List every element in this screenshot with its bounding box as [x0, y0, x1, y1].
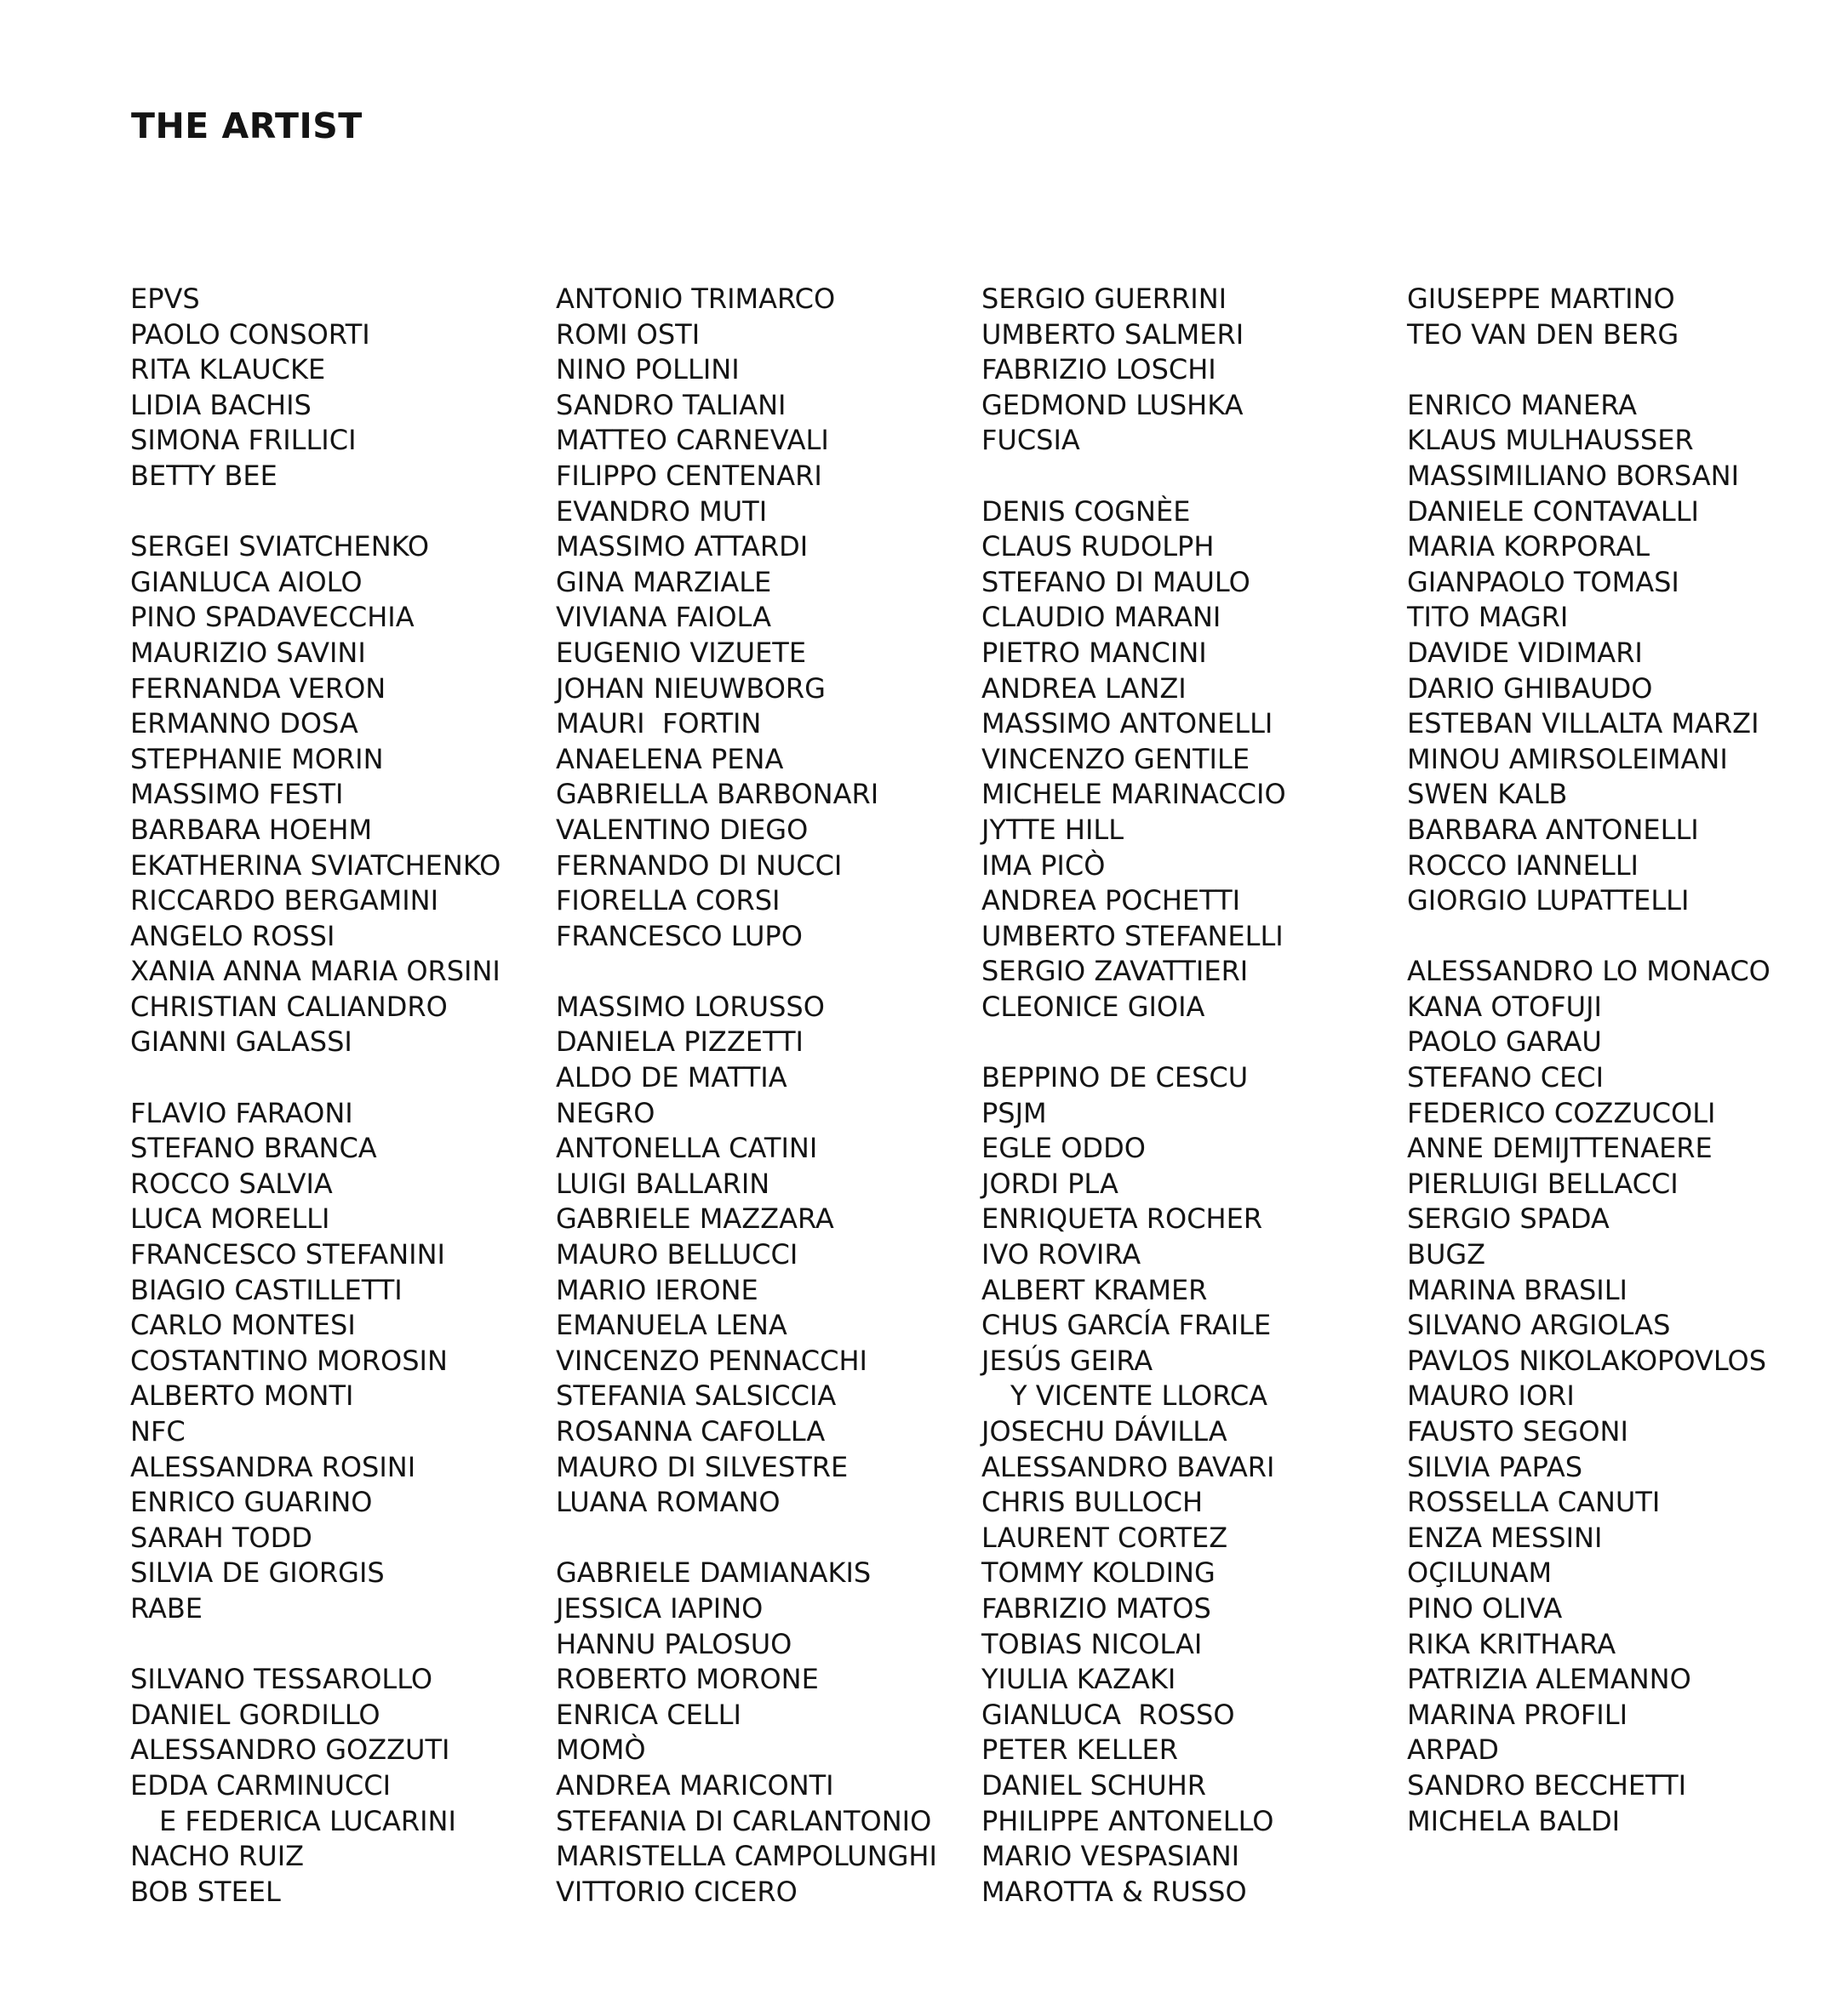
artist-name: RABE: [130, 1591, 203, 1625]
artist-name: MAROTTA & RUSSO: [981, 1875, 1247, 1908]
artist-name: DARIO GHIBAUDO: [1407, 671, 1653, 705]
artist-name: KANA OTOFUJI: [1407, 990, 1602, 1023]
artist-name: ALESSANDRO BAVARI: [981, 1450, 1275, 1483]
artist-name: SIMONA FRILLICI: [130, 424, 357, 457]
artist-name: JOHAN NIEUWBORG: [556, 671, 826, 705]
artist-name: ERMANNO DOSA: [130, 707, 358, 740]
artist-name: ENRICA CELLI: [556, 1698, 741, 1731]
section-gap: [130, 494, 501, 530]
artist-name: PAOLO GARAU: [1407, 1025, 1602, 1059]
artist-name: DANIEL GORDILLO: [130, 1698, 380, 1731]
artist-name: GIANNI GALASSI: [130, 1025, 352, 1059]
artist-name: DAVIDE VIDIMARI: [1407, 636, 1643, 669]
artist-column-3: [981, 282, 1286, 1910]
artist-name: JESÚS GEIRA: [981, 1344, 1153, 1377]
artist-name: SILVIA PAPAS: [1407, 1450, 1583, 1483]
artist-name: MARIO IERONE: [556, 1273, 758, 1306]
artist-name: MAURO BELLUCCI: [556, 1238, 798, 1271]
artist-name: ANGELO ROSSI: [130, 919, 335, 952]
artist-name: JOSECHU DÁVILLA: [981, 1415, 1227, 1448]
artist-name: FRANCESCO STEFANINI: [130, 1238, 445, 1271]
artist-name: CLEONICE GIOIA: [981, 990, 1205, 1023]
artist-name: PINO OLIVA: [1407, 1591, 1563, 1625]
artist-name: SANDRO BECCHETTI: [1407, 1768, 1687, 1802]
artist-name: MASSIMO LORUSSO: [556, 990, 825, 1023]
artist-name: PINO SPADAVECCHIA: [130, 601, 415, 634]
artist-name: SARAH TODD: [130, 1521, 312, 1554]
artist-name: ANNE DEMIJTTENAERE: [1407, 1132, 1713, 1165]
artist-name: EPVS: [130, 283, 200, 315]
artist-name: FLAVIO FARAONI: [130, 1096, 353, 1129]
artist-name: ALESSANDRO GOZZUTI: [130, 1733, 450, 1767]
artist-name: SERGEI SVIATCHENKO: [130, 530, 430, 563]
section-gap: [1407, 919, 1770, 955]
artist-name: JESSICA IAPINO: [556, 1591, 764, 1625]
artist-name: UMBERTO SALMERI: [981, 317, 1244, 351]
artist-name: GABRIELLA BARBONARI: [556, 778, 879, 811]
artist-name: ROCCO SALVIA: [130, 1167, 333, 1200]
artist-name: ALDO DE MATTIA: [556, 1061, 787, 1094]
artist-name: MINOU AMIRSOLEIMANI: [1407, 742, 1728, 775]
artist-name: NEGRO: [556, 1096, 655, 1129]
artist-column-2: [556, 282, 937, 1910]
artist-name: FERNANDA VERON: [130, 671, 386, 705]
artist-name: ARPAD: [1407, 1733, 1499, 1767]
artist-name: ROSANNA CAFOLLA: [556, 1415, 826, 1448]
artist-name: PHILIPPE ANTONELLO: [981, 1804, 1274, 1837]
section-gap: [130, 1627, 501, 1663]
artist-name: MARISTELLA CAMPOLUNGHI: [556, 1840, 937, 1873]
artist-name: MAURO DI SILVESTRE: [556, 1450, 849, 1483]
artist-name: EGLE ODDO: [981, 1132, 1146, 1165]
artist-name: ENRICO GUARINO: [130, 1486, 373, 1519]
section-gap: [981, 459, 1286, 494]
artist-name: NINO POLLINI: [556, 353, 740, 386]
artist-name: CHRIS BULLOCH: [981, 1486, 1204, 1519]
artist-name: OÇILUNAM: [1407, 1556, 1553, 1590]
artist-name: XANIA ANNA MARIA ORSINI: [130, 955, 501, 988]
artist-name: SERGIO ZAVATTIERI: [981, 955, 1249, 988]
section-gap: [130, 1060, 501, 1096]
section-gap: [556, 954, 937, 990]
artist-name: FERNANDO DI NUCCI: [556, 848, 843, 882]
artist-name: IMA PICÒ: [981, 848, 1106, 882]
artist-name: CHRISTIAN CALIANDRO: [130, 990, 448, 1023]
artist-name: FRANCESCO LUPO: [556, 919, 803, 952]
artist-name: DANIELA PIZZETTI: [556, 1025, 804, 1059]
artist-name: SILVANO TESSAROLLO: [130, 1663, 433, 1696]
artist-name: MAURO IORI: [1407, 1379, 1575, 1413]
artist-name: PSJM: [981, 1096, 1047, 1129]
artist-name: MARIA KORPORAL: [1407, 530, 1650, 563]
artist-name: BEPPINO DE CESCU: [981, 1061, 1249, 1094]
artist-name: TEO VAN DEN BERG: [1407, 317, 1679, 351]
artist-name: TOMMY KOLDING: [981, 1556, 1216, 1590]
artist-name: EKATHERINA SVIATCHENKO: [130, 848, 501, 882]
artist-name: GABRIELE MAZZARA: [556, 1202, 834, 1236]
artist-name: BARBARA ANTONELLI: [1407, 813, 1699, 846]
artist-name: BUGZ: [1407, 1238, 1486, 1271]
artist-name: TITO MAGRI: [1407, 601, 1569, 634]
artist-name: LUIGI BALLARIN: [556, 1167, 770, 1200]
artist-name: EMANUELA LENA: [556, 1309, 787, 1342]
artist-name: NFC: [130, 1415, 186, 1448]
artist-name: ALBERTO MONTI: [130, 1379, 354, 1413]
artist-name: STEFANO BRANCA: [130, 1132, 377, 1165]
artist-name: ANDREA LANZI: [981, 671, 1187, 705]
artist-name: JORDI PLA: [981, 1167, 1118, 1200]
artist-name: JYTTE HILL: [981, 813, 1124, 846]
artist-name: VINCENZO GENTILE: [981, 742, 1250, 775]
artist-name: STEFANO DI MAULO: [981, 565, 1250, 598]
artist-name: PIETRO MANCINI: [981, 636, 1207, 669]
artist-name: ANTONIO TRIMARCO: [556, 283, 836, 315]
artist-column-1: [130, 282, 501, 1910]
artist-name: MASSIMO ATTARDI: [556, 530, 809, 563]
artist-name: MASSIMILIANO BORSANI: [1407, 459, 1740, 492]
artist-name: MARINA PROFILI: [1407, 1698, 1627, 1731]
artist-name: LUANA ROMANO: [556, 1486, 781, 1519]
artist-name: STEFANIA SALSICCIA: [556, 1379, 837, 1413]
artist-name: TOBIAS NICOLAI: [981, 1627, 1203, 1660]
artist-name: ROBERTO MORONE: [556, 1663, 819, 1696]
artist-name: LUCA MORELLI: [130, 1202, 330, 1236]
artist-name: MASSIMO ANTONELLI: [981, 707, 1273, 740]
artist-name: RICCARDO BERGAMINI: [130, 884, 438, 917]
artist-name: FAUSTO SEGONI: [1407, 1415, 1628, 1448]
artist-name: CLAUS RUDOLPH: [981, 530, 1215, 563]
artist-name: DANIEL SCHUHR: [981, 1768, 1206, 1802]
artist-name: BARBARA HOEHM: [130, 813, 373, 846]
section-gap: [1407, 352, 1770, 388]
artist-name: GIANLUCA ROSSO: [981, 1698, 1235, 1731]
artist-name: CLAUDIO MARANI: [981, 601, 1221, 634]
artist-name: STEFANIA DI CARLANTONIO: [556, 1804, 932, 1837]
artist-name: GEDMOND LUSHKA: [981, 388, 1244, 421]
artist-name: DENIS COGNÈE: [981, 494, 1191, 528]
artist-name: SILVIA DE GIORGIS: [130, 1556, 385, 1590]
section-gap: [556, 1521, 937, 1556]
artist-name: FUCSIA: [981, 424, 1080, 457]
artist-name: SANDRO TALIANI: [556, 388, 787, 421]
artist-name: ENRIQUETA ROCHER: [981, 1202, 1263, 1236]
artist-name: LIDIA BACHIS: [130, 388, 312, 421]
artist-name: MAURI FORTIN: [556, 707, 762, 740]
artist-name: FEDERICO COZZUCOLI: [1407, 1096, 1716, 1129]
artist-name: LAURENT CORTEZ: [981, 1521, 1228, 1554]
artist-name: RITA KLAUCKE: [130, 353, 326, 386]
artist-name: ROMI OSTI: [556, 317, 701, 351]
artist-name: GIUSEPPE MARTINO: [1407, 283, 1675, 315]
artist-name: STEPHANIE MORIN: [130, 742, 384, 775]
artist-name: GIANPAOLO TOMASI: [1407, 565, 1679, 598]
artist-name: MAURIZIO SAVINI: [130, 636, 366, 669]
artist-name: BIAGIO CASTILLETTI: [130, 1273, 403, 1306]
artist-name: ESTEBAN VILLALTA MARZI: [1407, 707, 1759, 740]
artist-name: MATTEO CARNEVALI: [556, 424, 829, 457]
artist-name: GINA MARZIALE: [556, 565, 772, 598]
artist-name: PETER KELLER: [981, 1733, 1178, 1767]
artist-name: MARINA BRASILI: [1407, 1273, 1627, 1306]
artist-name: RIKA KRITHARA: [1407, 1627, 1616, 1660]
artist-name: SERGIO GUERRINI: [981, 283, 1227, 315]
artist-name: EVANDRO MUTI: [556, 494, 768, 528]
artist-name: ANAELENA PENA: [556, 742, 784, 775]
artist-name: ROSSELLA CANUTI: [1407, 1486, 1661, 1519]
artist-name: BETTY BEE: [130, 459, 277, 492]
artist-name: IVO ROVIRA: [981, 1238, 1141, 1271]
artist-name: FILIPPO CENTENARI: [556, 459, 822, 492]
artist-name: DANIELE CONTAVALLI: [1407, 494, 1699, 528]
artist-name: STEFANO CECI: [1407, 1061, 1605, 1094]
artist-name: VITTORIO CICERO: [556, 1875, 798, 1908]
artist-name: COSTANTINO MOROSIN: [130, 1344, 448, 1377]
artist-name: PATRIZIA ALEMANNO: [1407, 1663, 1691, 1696]
artist-name: Y VICENTE LLORCA: [1010, 1379, 1268, 1413]
page-title: THE ARTIST: [131, 106, 363, 146]
artist-name: GIANLUCA AIOLO: [130, 565, 363, 598]
artist-name: KLAUS MULHAUSSER: [1407, 424, 1694, 457]
artist-name: VINCENZO PENNACCHI: [556, 1344, 867, 1377]
artist-name: YIULIA KAZAKI: [981, 1663, 1176, 1696]
artist-name: MICHELA BALDI: [1407, 1804, 1621, 1837]
artist-column-4: [1407, 282, 1770, 1839]
artist-name: ANDREA MARICONTI: [556, 1768, 834, 1802]
artist-name: ALESSANDRA ROSINI: [130, 1450, 416, 1483]
artist-name: MICHELE MARINACCIO: [981, 778, 1286, 811]
artist-name: GABRIELE DAMIANAKIS: [556, 1556, 872, 1590]
artist-name: ENZA MESSINI: [1407, 1521, 1603, 1554]
artist-name: GIORGIO LUPATTELLI: [1407, 884, 1690, 917]
artist-name: SWEN KALB: [1407, 778, 1568, 811]
artist-name: PAOLO CONSORTI: [130, 317, 370, 351]
artist-name: PAVLOS NIKOLAKOPOVLOS: [1407, 1344, 1767, 1377]
artist-name: ANDREA POCHETTI: [981, 884, 1241, 917]
artist-name: CARLO MONTESI: [130, 1309, 356, 1342]
artist-name: SERGIO SPADA: [1407, 1202, 1610, 1236]
artist-name: HANNU PALOSUO: [556, 1627, 792, 1660]
artist-name: E FEDERICA LUCARINI: [159, 1804, 456, 1837]
section-gap: [981, 1025, 1286, 1060]
artist-name: EDDA CARMINUCCI: [130, 1768, 391, 1802]
artist-name: ANTONELLA CATINI: [556, 1132, 818, 1165]
artist-name: MARIO VESPASIANI: [981, 1840, 1240, 1873]
artist-name: SILVANO ARGIOLAS: [1407, 1309, 1671, 1342]
artist-name: PIERLUIGI BELLACCI: [1407, 1167, 1679, 1200]
artist-name: ENRICO MANERA: [1407, 388, 1638, 421]
artist-name: BOB STEEL: [130, 1875, 281, 1908]
artist-name: FABRIZIO MATOS: [981, 1591, 1211, 1625]
artist-name: ROCCO IANNELLI: [1407, 848, 1639, 882]
artist-name: FABRIZIO LOSCHI: [981, 353, 1216, 386]
artist-name: MASSIMO FESTI: [130, 778, 344, 811]
artist-name: MOMÒ: [556, 1733, 646, 1767]
artist-name: CHUS GARCÍA FRAILE: [981, 1309, 1272, 1342]
artist-name: EUGENIO VIZUETE: [556, 636, 807, 669]
artist-name: VIVIANA FAIOLA: [556, 601, 771, 634]
artist-name: UMBERTO STEFANELLI: [981, 919, 1284, 952]
artist-name: VALENTINO DIEGO: [556, 813, 809, 846]
artist-name: ALESSANDRO LO MONACO: [1407, 955, 1770, 988]
artist-name: FIORELLA CORSI: [556, 884, 781, 917]
artist-name: NACHO RUIZ: [130, 1840, 305, 1873]
artist-name: ALBERT KRAMER: [981, 1273, 1208, 1306]
